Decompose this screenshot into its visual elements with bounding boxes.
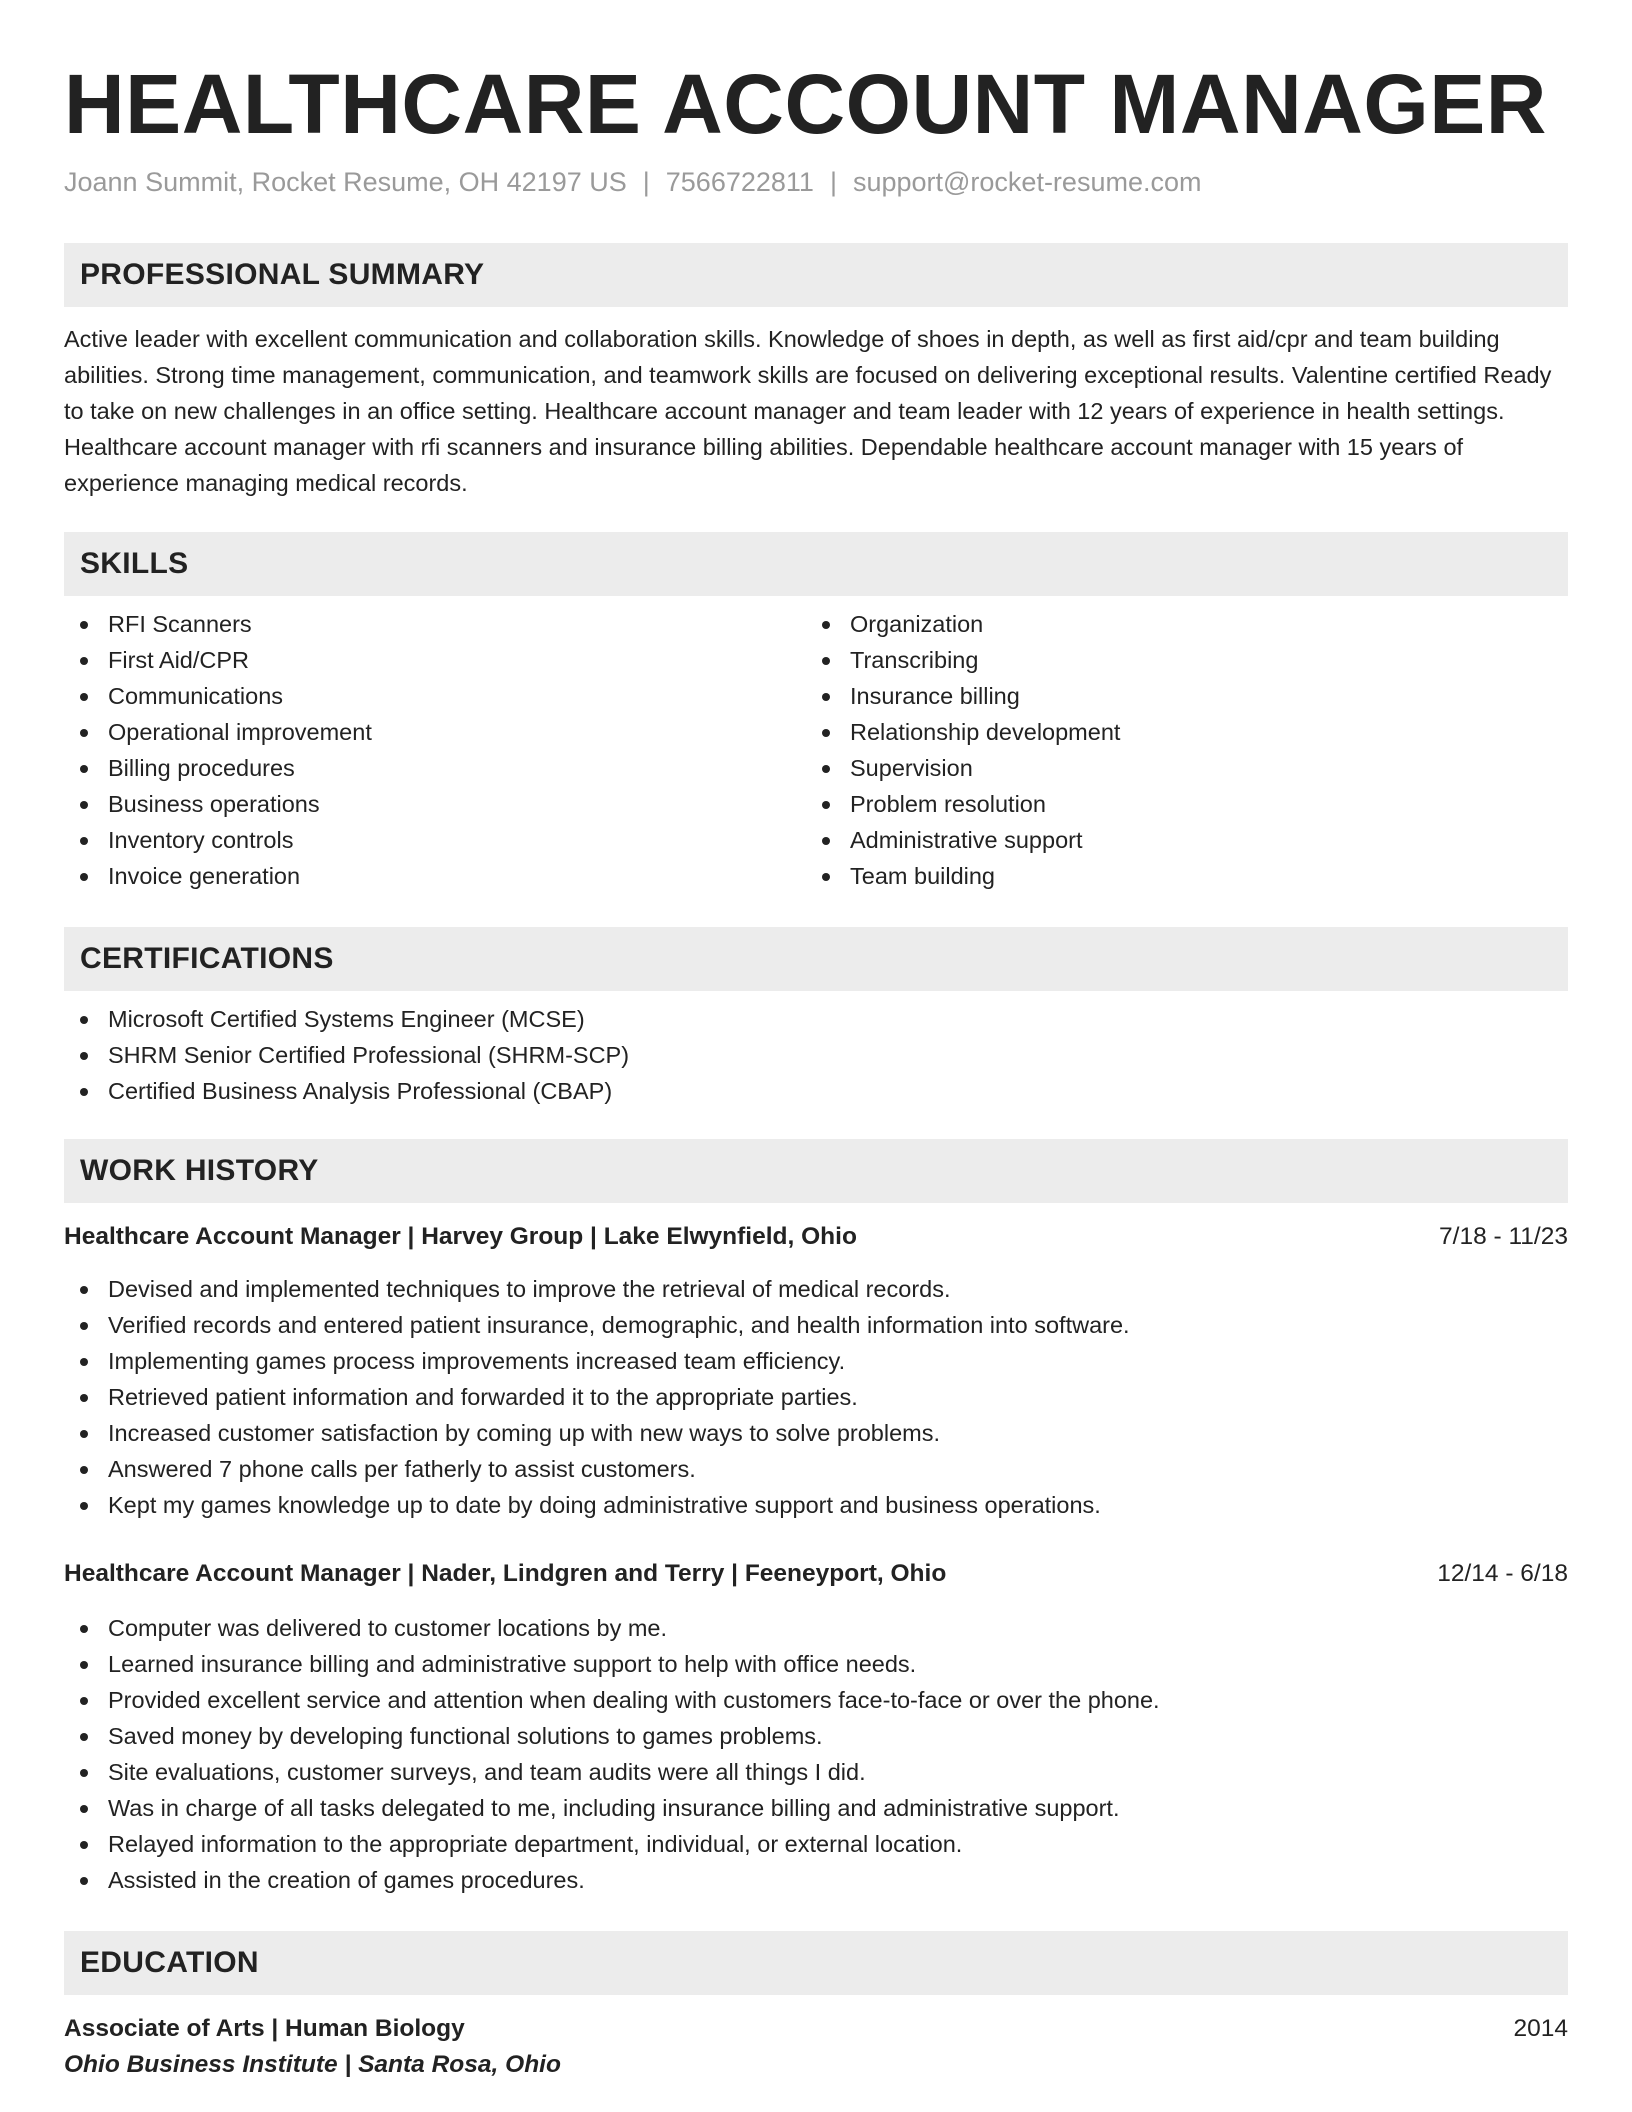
job-dates: 7/18 - 11/23: [1439, 1223, 1568, 1250]
skills-list-right: [806, 606, 1548, 894]
list-item: Relayed information to the appropriate department, individual, or external location.: [64, 1826, 1568, 1862]
list-item: Organization: [806, 606, 1548, 642]
job-dates: 12/14 - 6/18: [1437, 1560, 1568, 1587]
skills-list-left: [64, 606, 806, 894]
list-item: Supervision: [806, 750, 1548, 786]
list-item: Team building: [806, 858, 1548, 894]
job-bullets: [64, 1271, 1568, 1523]
contact-line: [64, 164, 1568, 200]
list-item: Assisted in the creation of games procedures.: [64, 1862, 1568, 1898]
job-title: Healthcare Account Manager | Harvey Group | Lake Elwynfield, Ohio: [64, 1223, 857, 1250]
list-item: Retrieved patient information and forwarded it to the appropriate parties.: [64, 1379, 1568, 1415]
list-item: SHRM Senior Certified Professional (SHRM-SCP): [64, 1037, 1568, 1073]
certifications-list: [64, 1001, 1568, 1109]
list-item: Devised and implemented techniques to improve the retrieval of medical records.: [64, 1271, 1568, 1307]
list-item: Computer was delivered to customer locations by me.: [64, 1610, 1568, 1646]
list-item: Invoice generation: [64, 858, 806, 894]
resume-title: HEALTHCARE ACCOUNT MANAGER: [64, 57, 1547, 151]
list-item: RFI Scanners: [64, 606, 806, 642]
skills-columns: [64, 606, 1568, 894]
list-item: Business operations: [64, 786, 806, 822]
list-item: Insurance billing: [806, 678, 1548, 714]
contact-address: Joann Summit, Rocket Resume, OH 42197 US: [64, 167, 627, 197]
list-item: Communications: [64, 678, 806, 714]
list-item: Provided excellent service and attention when dealing with customers face-to-face or over the phone.: [64, 1682, 1568, 1718]
list-item: Certified Business Analysis Professional (CBAP): [64, 1073, 1568, 1109]
section-header-education: EDUCATION: [64, 1931, 1568, 1995]
job-title: Healthcare Account Manager | Nader, Lindgren and Terry | Feeneyport, Ohio: [64, 1560, 947, 1587]
contact-email: support@rocket-resume.com: [852, 167, 1202, 197]
list-item: Inventory controls: [64, 822, 806, 858]
summary-text: Active leader with excellent communication and collaboration skills. Knowledge of shoes in depth, as well as first aid/cpr and team building abilities. Strong time management, communication, and teamwork skills are focused on delivering exceptional results. Valentine certified Ready to take on new challenges in an office setting. Healthcare account manager and team leader with 12 years of experience in health settings. Healthcare account manager with rfi scanners and insurance billing abilities. Dependable healthcare account manager with 15 years of experience managing medical records.: [64, 326, 1552, 496]
list-item: First Aid/CPR: [64, 642, 806, 678]
job-bullets: [64, 1610, 1568, 1898]
list-item: Relationship development: [806, 714, 1548, 750]
list-item: Verified records and entered patient insurance, demographic, and health information into software.: [64, 1307, 1568, 1343]
list-item: Answered 7 phone calls per fatherly to assist customers.: [64, 1451, 1568, 1487]
list-item: Administrative support: [806, 822, 1548, 858]
list-item: Billing procedures: [64, 750, 806, 786]
list-item: Problem resolution: [806, 786, 1548, 822]
job-heading: [64, 1219, 1568, 1255]
list-item: Increased customer satisfaction by coming up with new ways to solve problems.: [64, 1415, 1568, 1451]
section-header-summary: PROFESSIONAL SUMMARY: [64, 243, 1568, 307]
list-item: Implementing games process improvements increased team efficiency.: [64, 1343, 1568, 1379]
resume-page: [64, 0, 1568, 2083]
job-heading: [64, 1556, 1568, 1592]
education-school: Ohio Business Institute | Santa Rosa, Ohio: [64, 2051, 561, 2078]
list-item: Transcribing: [806, 642, 1548, 678]
contact-separator: |: [829, 167, 837, 197]
list-item: Kept my games knowledge up to date by doing administrative support and business operations.: [64, 1487, 1568, 1523]
list-item: Learned insurance billing and administrative support to help with office needs.: [64, 1646, 1568, 1682]
section-header-skills: SKILLS: [64, 532, 1568, 596]
section-header-work-history: WORK HISTORY: [64, 1139, 1568, 1203]
education-degree: Associate of Arts | Human Biology: [64, 2015, 465, 2042]
list-item: Saved money by developing functional solutions to games problems.: [64, 1718, 1568, 1754]
list-item: Operational improvement: [64, 714, 806, 750]
section-header-certifications: CERTIFICATIONS: [64, 927, 1568, 991]
list-item: Was in charge of all tasks delegated to me, including insurance billing and administrative support.: [64, 1790, 1568, 1826]
education-heading: [64, 2011, 1568, 2047]
contact-phone: 7566722811: [665, 167, 814, 197]
education-year: 2014: [1513, 2015, 1568, 2042]
contact-separator: |: [642, 167, 650, 197]
list-item: Site evaluations, customer surveys, and team audits were all things I did.: [64, 1754, 1568, 1790]
list-item: Microsoft Certified Systems Engineer (MCSE): [64, 1001, 1568, 1037]
